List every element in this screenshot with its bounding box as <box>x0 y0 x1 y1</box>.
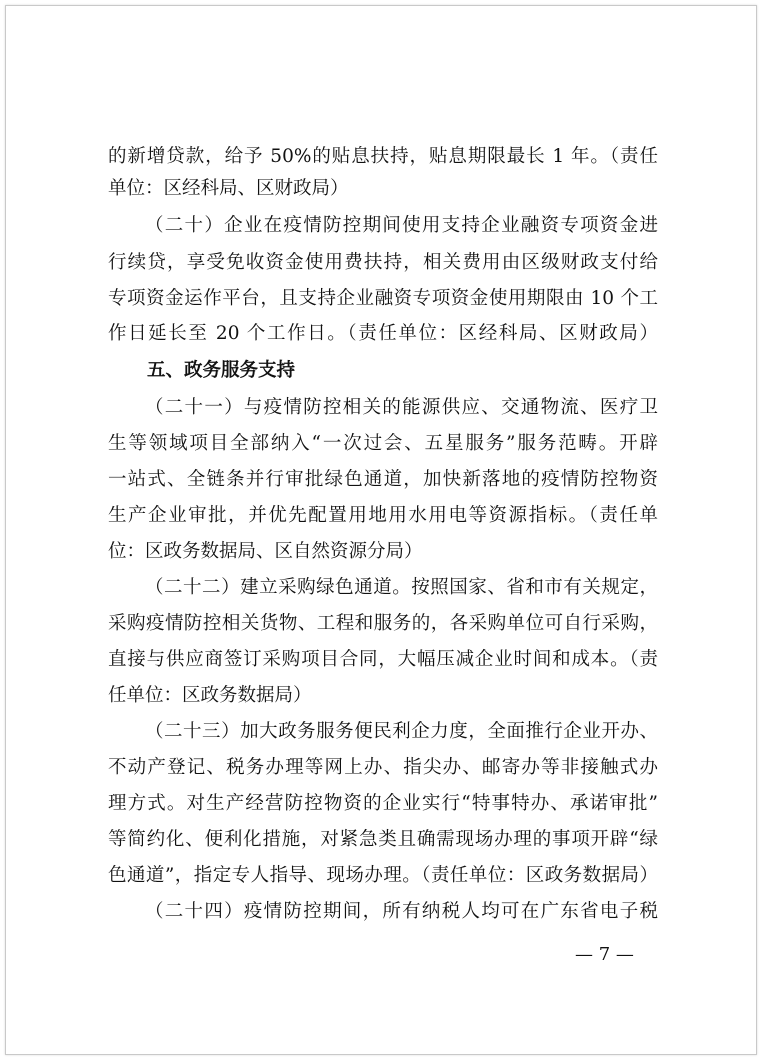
body-line: 单位：区经科局、区财政局） <box>108 178 349 199</box>
body-line: 行续贷，享受免收资金使用费扶持，相关费用由区级财政支付给 <box>108 252 658 273</box>
section-heading: 五、政务服务支持 <box>147 360 296 381</box>
body-line: （二十一）与疫情防控相关的能源供应、交通物流、医疗卫 <box>145 397 658 418</box>
body-line: 任单位：区政务数据局） <box>108 685 312 706</box>
body-line: 位：区政务数据局、区自然资源分局） <box>108 541 423 562</box>
body-line: 直接与供应商签订采购项目合同，大幅压减企业时间和成本。（责 <box>108 649 658 670</box>
body-line: 采购疫情防控相关货物、工程和服务的，各采购单位可自行采购， <box>108 613 658 634</box>
body-line: 专项资金运作平台，且支持企业融资专项资金使用期限由 10 个工 <box>108 288 658 309</box>
body-line: 一站式、全链条并行审批绿色通道，加快新落地的疫情防控物资 <box>108 469 658 490</box>
body-line: （二十）企业在疫情防控期间使用支持企业融资专项资金进 <box>145 215 658 236</box>
body-line: 作日延长至 20 个工作日。（责任单位：区经科局、区财政局） <box>108 323 658 344</box>
body-line: 生产企业审批，并优先配置用地用水用电等资源指标。（责任单 <box>108 505 658 526</box>
body-line: （二十二）建立采购绿色通道。按照国家、省和市有关规定， <box>145 577 658 598</box>
body-line: 等简约化、便利化措施，对紧急类且确需现场办理的事项开辟“绿 <box>108 829 658 850</box>
page-number: — 7 — <box>575 944 634 965</box>
body-line: 不动产登记、税务办理等网上办、指尖办、邮寄办等非接触式办 <box>108 757 658 778</box>
body-line: （二十四）疫情防控期间，所有纳税人均可在广东省电子税 <box>145 901 658 922</box>
body-line: （二十三）加大政务服务便民利企力度，全面推行企业开办、 <box>145 721 658 742</box>
body-line: 的新增贷款，给予 50%的贴息扶持，贴息期限最长 1 年。（责任 <box>108 146 658 167</box>
body-line: 生等领域项目全部纳入“一次过会、五星服务”服务范畴。开辟 <box>108 433 658 454</box>
body-line: 色通道”，指定专人指导、现场办理。（责任单位：区政务数据局） <box>108 865 658 886</box>
body-line: 理方式。对生产经营防控物资的企业实行“特事特办、承诺审批” <box>108 793 658 814</box>
